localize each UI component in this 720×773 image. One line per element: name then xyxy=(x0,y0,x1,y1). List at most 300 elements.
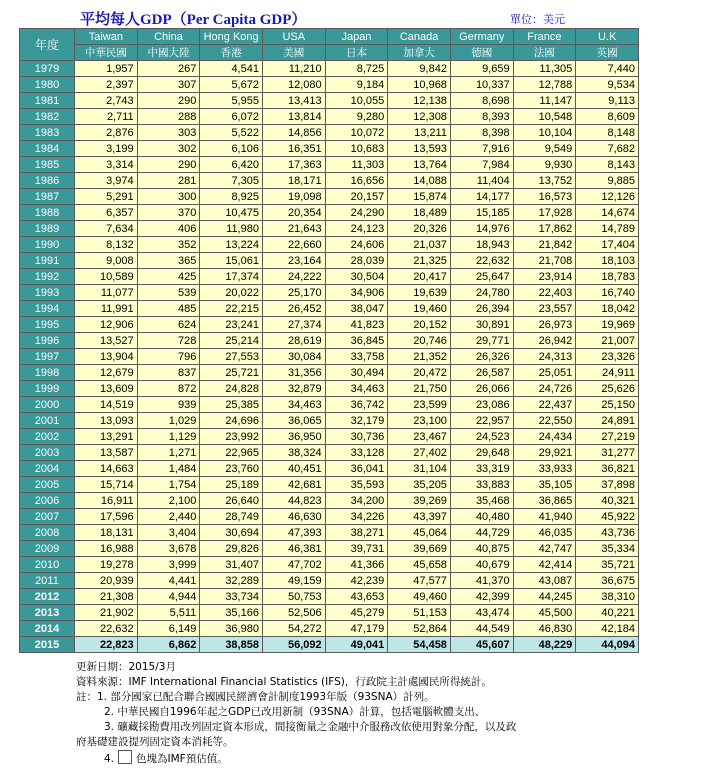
gdp-value-cell: 44,094 xyxy=(576,637,639,653)
gdp-value-cell: 23,086 xyxy=(450,397,513,413)
gdp-value-cell: 16,656 xyxy=(325,173,388,189)
gdp-value-cell: 302 xyxy=(137,141,200,157)
gdp-value-cell: 12,906 xyxy=(75,317,138,333)
gdp-value-cell: 14,088 xyxy=(388,173,451,189)
gdp-value-cell: 30,736 xyxy=(325,429,388,445)
gdp-value-cell: 365 xyxy=(137,253,200,269)
table-row xyxy=(20,509,639,525)
year-cell: 2011 xyxy=(20,573,75,589)
gdp-value-cell: 23,760 xyxy=(200,461,263,477)
gdp-value-cell: 45,922 xyxy=(576,509,639,525)
column-header-en: U.K xyxy=(576,29,639,45)
gdp-value-cell: 18,042 xyxy=(576,301,639,317)
gdp-value-cell: 38,858 xyxy=(200,637,263,653)
table-row xyxy=(20,205,639,221)
gdp-value-cell: 2,711 xyxy=(75,109,138,125)
gdp-value-cell: 35,205 xyxy=(388,477,451,493)
gdp-value-cell: 13,211 xyxy=(388,125,451,141)
gdp-value-cell: 13,752 xyxy=(513,173,576,189)
gdp-value-cell: 24,891 xyxy=(576,413,639,429)
gdp-value-cell: 40,451 xyxy=(262,461,325,477)
gdp-value-cell: 1,271 xyxy=(137,445,200,461)
gdp-value-cell: 34,463 xyxy=(262,397,325,413)
gdp-value-cell: 22,632 xyxy=(450,253,513,269)
table-row xyxy=(20,285,639,301)
gdp-value-cell: 34,200 xyxy=(325,493,388,509)
gdp-value-cell: 12,138 xyxy=(388,93,451,109)
table-row xyxy=(20,173,639,189)
year-cell: 1987 xyxy=(20,189,75,205)
table-row xyxy=(20,333,639,349)
gdp-value-cell: 21,842 xyxy=(513,237,576,253)
gdp-value-cell: 19,278 xyxy=(75,557,138,573)
gdp-value-cell: 31,104 xyxy=(388,461,451,477)
gdp-value-cell: 33,933 xyxy=(513,461,576,477)
gdp-value-cell: 24,780 xyxy=(450,285,513,301)
gdp-value-cell: 25,150 xyxy=(576,397,639,413)
gdp-value-cell: 44,245 xyxy=(513,589,576,605)
gdp-value-cell: 9,885 xyxy=(576,173,639,189)
year-cell: 1981 xyxy=(20,93,75,109)
gdp-value-cell: 9,842 xyxy=(388,61,451,77)
column-header-zh: 日本 xyxy=(325,45,388,61)
note-4 xyxy=(76,750,516,767)
gdp-value-cell: 6,149 xyxy=(137,621,200,637)
gdp-value-cell: 3,404 xyxy=(137,525,200,541)
gdp-value-cell: 16,988 xyxy=(75,541,138,557)
gdp-value-cell: 45,064 xyxy=(388,525,451,541)
gdp-value-cell: 14,856 xyxy=(262,125,325,141)
table-row xyxy=(20,301,639,317)
year-cell: 1982 xyxy=(20,109,75,125)
gdp-value-cell: 5,511 xyxy=(137,605,200,621)
gdp-value-cell: 19,969 xyxy=(576,317,639,333)
gdp-value-cell: 10,055 xyxy=(325,93,388,109)
gdp-value-cell: 22,437 xyxy=(513,397,576,413)
gdp-value-cell: 24,911 xyxy=(576,365,639,381)
gdp-value-cell: 26,066 xyxy=(450,381,513,397)
gdp-value-cell: 21,308 xyxy=(75,589,138,605)
table-row xyxy=(20,125,639,141)
gdp-value-cell: 26,452 xyxy=(262,301,325,317)
gdp-value-cell: 34,463 xyxy=(325,381,388,397)
gdp-value-cell: 7,634 xyxy=(75,221,138,237)
gdp-value-cell: 25,214 xyxy=(200,333,263,349)
gdp-value-cell: 8,725 xyxy=(325,61,388,77)
gdp-value-cell: 36,065 xyxy=(262,413,325,429)
gdp-value-cell: 50,753 xyxy=(262,589,325,605)
gdp-value-cell: 24,290 xyxy=(325,205,388,221)
gdp-value-cell: 7,440 xyxy=(576,61,639,77)
estimate-color-swatch xyxy=(118,750,132,764)
gdp-value-cell: 6,357 xyxy=(75,205,138,221)
gdp-value-cell: 18,131 xyxy=(75,525,138,541)
gdp-value-cell: 18,171 xyxy=(262,173,325,189)
gdp-value-cell: 11,210 xyxy=(262,61,325,77)
gdp-value-cell: 16,351 xyxy=(262,141,325,157)
gdp-value-cell: 28,039 xyxy=(325,253,388,269)
gdp-value-cell: 837 xyxy=(137,365,200,381)
gdp-value-cell: 36,041 xyxy=(325,461,388,477)
gdp-value-cell: 29,921 xyxy=(513,445,576,461)
gdp-value-cell: 20,746 xyxy=(388,333,451,349)
gdp-value-cell: 24,222 xyxy=(262,269,325,285)
gdp-value-cell: 41,366 xyxy=(325,557,388,573)
gdp-value-cell: 13,814 xyxy=(262,109,325,125)
gdp-value-cell: 21,325 xyxy=(388,253,451,269)
gdp-value-cell: 539 xyxy=(137,285,200,301)
gdp-value-cell: 19,639 xyxy=(388,285,451,301)
gdp-value-cell: 34,906 xyxy=(325,285,388,301)
year-cell: 1997 xyxy=(20,349,75,365)
year-cell: 1992 xyxy=(20,269,75,285)
gdp-value-cell: 26,394 xyxy=(450,301,513,317)
gdp-value-cell: 27,219 xyxy=(576,429,639,445)
gdp-value-cell: 34,226 xyxy=(325,509,388,525)
table-row xyxy=(20,381,639,397)
gdp-value-cell: 30,891 xyxy=(450,317,513,333)
gdp-value-cell: 8,609 xyxy=(576,109,639,125)
gdp-value-cell: 18,783 xyxy=(576,269,639,285)
gdp-value-cell: 40,875 xyxy=(450,541,513,557)
year-cell: 1993 xyxy=(20,285,75,301)
gdp-value-cell: 39,269 xyxy=(388,493,451,509)
gdp-value-cell: 45,500 xyxy=(513,605,576,621)
year-cell: 1985 xyxy=(20,157,75,173)
column-header-zh: 美國 xyxy=(262,45,325,61)
year-cell: 1979 xyxy=(20,61,75,77)
gdp-value-cell: 24,313 xyxy=(513,349,576,365)
gdp-value-cell: 11,147 xyxy=(513,93,576,109)
note-3a: 3. 礦藏採勘費用改列固定資本形成，間接衡量之金融中介服務改依使用對象分配，以及政 xyxy=(104,721,517,733)
gdp-value-cell: 8,132 xyxy=(75,237,138,253)
table-row xyxy=(20,621,639,637)
gdp-value-cell: 13,093 xyxy=(75,413,138,429)
gdp-value-cell: 3,974 xyxy=(75,173,138,189)
gdp-value-cell: 22,823 xyxy=(75,637,138,653)
note-4-number: 4. xyxy=(104,753,115,765)
gdp-value-cell: 49,041 xyxy=(325,637,388,653)
gdp-value-cell: 12,679 xyxy=(75,365,138,381)
gdp-value-cell: 24,123 xyxy=(325,221,388,237)
table-row xyxy=(20,317,639,333)
gdp-value-cell: 23,599 xyxy=(388,397,451,413)
gdp-value-cell: 27,553 xyxy=(200,349,263,365)
column-header-zh: 香港 xyxy=(200,45,263,61)
column-header-en: France xyxy=(513,29,576,45)
column-header-zh: 中國大陸 xyxy=(137,45,200,61)
year-cell: 2007 xyxy=(20,509,75,525)
year-cell: 2006 xyxy=(20,493,75,509)
gdp-value-cell: 14,663 xyxy=(75,461,138,477)
gdp-value-cell: 42,399 xyxy=(450,589,513,605)
gdp-value-cell: 42,414 xyxy=(513,557,576,573)
gdp-value-cell: 24,726 xyxy=(513,381,576,397)
gdp-value-cell: 18,943 xyxy=(450,237,513,253)
gdp-value-cell: 4,441 xyxy=(137,573,200,589)
gdp-value-cell: 9,659 xyxy=(450,61,513,77)
year-cell: 2004 xyxy=(20,461,75,477)
table-row xyxy=(20,477,639,493)
year-cell: 2014 xyxy=(20,621,75,637)
gdp-value-cell: 46,830 xyxy=(513,621,576,637)
gdp-value-cell: 19,098 xyxy=(262,189,325,205)
gdp-value-cell: 38,324 xyxy=(262,445,325,461)
gdp-value-cell: 4,541 xyxy=(200,61,263,77)
column-header-en: Canada xyxy=(388,29,451,45)
gdp-value-cell: 49,159 xyxy=(262,573,325,589)
gdp-value-cell: 35,468 xyxy=(450,493,513,509)
gdp-value-cell: 18,103 xyxy=(576,253,639,269)
gdp-value-cell: 32,289 xyxy=(200,573,263,589)
gdp-value-cell: 43,087 xyxy=(513,573,576,589)
table-row xyxy=(20,349,639,365)
gdp-value-cell: 31,356 xyxy=(262,365,325,381)
gdp-value-cell: 21,037 xyxy=(388,237,451,253)
gdp-value-cell: 9,930 xyxy=(513,157,576,173)
gdp-value-cell: 14,789 xyxy=(576,221,639,237)
gdp-value-cell: 1,029 xyxy=(137,413,200,429)
gdp-value-cell: 41,370 xyxy=(450,573,513,589)
gdp-value-cell: 22,660 xyxy=(262,237,325,253)
gdp-value-cell: 12,080 xyxy=(262,77,325,93)
gdp-value-cell: 27,402 xyxy=(388,445,451,461)
gdp-value-cell: 23,992 xyxy=(200,429,263,445)
gdp-value-cell: 300 xyxy=(137,189,200,205)
update-date: 更新日期：2015/3月 xyxy=(76,661,176,673)
gdp-value-cell: 25,051 xyxy=(513,365,576,381)
gdp-value-cell: 7,984 xyxy=(450,157,513,173)
year-cell: 1996 xyxy=(20,333,75,349)
gdp-value-cell: 35,334 xyxy=(576,541,639,557)
gdp-value-cell: 43,474 xyxy=(450,605,513,621)
gdp-value-cell: 44,729 xyxy=(450,525,513,541)
table-row xyxy=(20,269,639,285)
gdp-value-cell: 24,696 xyxy=(200,413,263,429)
gdp-value-cell: 10,589 xyxy=(75,269,138,285)
table-row xyxy=(20,461,639,477)
table-row xyxy=(20,109,639,125)
unit-label: 單位：美元 xyxy=(510,13,565,26)
gdp-value-cell: 35,166 xyxy=(200,605,263,621)
gdp-value-cell: 23,914 xyxy=(513,269,576,285)
gdp-value-cell: 290 xyxy=(137,93,200,109)
gdp-value-cell: 8,143 xyxy=(576,157,639,173)
gdp-value-cell: 3,678 xyxy=(137,541,200,557)
gdp-value-cell: 12,126 xyxy=(576,189,639,205)
year-cell: 2012 xyxy=(20,589,75,605)
gdp-value-cell: 26,973 xyxy=(513,317,576,333)
gdp-value-cell: 42,747 xyxy=(513,541,576,557)
gdp-value-cell: 13,291 xyxy=(75,429,138,445)
gdp-value-cell: 25,626 xyxy=(576,381,639,397)
table-row xyxy=(20,253,639,269)
gdp-value-cell: 1,129 xyxy=(137,429,200,445)
gdp-value-cell: 728 xyxy=(137,333,200,349)
gdp-value-cell: 38,271 xyxy=(325,525,388,541)
year-cell: 1995 xyxy=(20,317,75,333)
gdp-value-cell: 267 xyxy=(137,61,200,77)
year-cell: 2000 xyxy=(20,397,75,413)
gdp-value-cell: 2,397 xyxy=(75,77,138,93)
gdp-value-cell: 47,702 xyxy=(262,557,325,573)
gdp-value-cell: 10,072 xyxy=(325,125,388,141)
gdp-value-cell: 40,480 xyxy=(450,509,513,525)
table-row xyxy=(20,525,639,541)
column-header-en: Germany xyxy=(450,29,513,45)
year-cell: 1994 xyxy=(20,301,75,317)
gdp-value-cell: 20,354 xyxy=(262,205,325,221)
gdp-value-cell: 7,305 xyxy=(200,173,263,189)
year-cell: 2010 xyxy=(20,557,75,573)
gdp-value-cell: 485 xyxy=(137,301,200,317)
gdp-value-cell: 52,506 xyxy=(262,605,325,621)
gdp-value-cell: 17,862 xyxy=(513,221,576,237)
gdp-value-cell: 26,942 xyxy=(513,333,576,349)
column-header-zh: 加拿大 xyxy=(388,45,451,61)
gdp-value-cell: 24,828 xyxy=(200,381,263,397)
gdp-value-cell: 47,393 xyxy=(262,525,325,541)
gdp-value-cell: 25,721 xyxy=(200,365,263,381)
gdp-value-cell: 42,239 xyxy=(325,573,388,589)
gdp-value-cell: 23,467 xyxy=(388,429,451,445)
year-cell: 1998 xyxy=(20,365,75,381)
gdp-value-cell: 406 xyxy=(137,221,200,237)
gdp-value-cell: 10,104 xyxy=(513,125,576,141)
gdp-value-cell: 10,337 xyxy=(450,77,513,93)
table-row xyxy=(20,61,639,77)
gdp-value-cell: 2,876 xyxy=(75,125,138,141)
table-row xyxy=(20,541,639,557)
gdp-value-cell: 25,189 xyxy=(200,477,263,493)
gdp-value-cell: 17,596 xyxy=(75,509,138,525)
gdp-value-cell: 9,113 xyxy=(576,93,639,109)
gdp-value-cell: 20,417 xyxy=(388,269,451,285)
year-cell: 2013 xyxy=(20,605,75,621)
gdp-value-cell: 26,326 xyxy=(450,349,513,365)
column-header-en: Hong Kong xyxy=(200,29,263,45)
year-cell: 1989 xyxy=(20,221,75,237)
gdp-value-cell: 22,215 xyxy=(200,301,263,317)
gdp-value-cell: 21,352 xyxy=(388,349,451,365)
gdp-value-cell: 22,632 xyxy=(75,621,138,637)
gdp-value-cell: 25,647 xyxy=(450,269,513,285)
gdp-value-cell: 10,683 xyxy=(325,141,388,157)
gdp-value-cell: 15,714 xyxy=(75,477,138,493)
column-header-en: Taiwan xyxy=(75,29,138,45)
gdp-value-cell: 31,407 xyxy=(200,557,263,573)
gdp-value-cell: 14,519 xyxy=(75,397,138,413)
gdp-value-cell: 13,609 xyxy=(75,381,138,397)
year-cell: 2009 xyxy=(20,541,75,557)
gdp-value-cell: 39,669 xyxy=(388,541,451,557)
gdp-value-cell: 33,758 xyxy=(325,349,388,365)
gdp-value-cell: 22,965 xyxy=(200,445,263,461)
gdp-value-cell: 7,916 xyxy=(450,141,513,157)
gdp-value-cell: 43,736 xyxy=(576,525,639,541)
table-row xyxy=(20,637,639,653)
table-row xyxy=(20,429,639,445)
table-row xyxy=(20,589,639,605)
gdp-value-cell: 31,277 xyxy=(576,445,639,461)
gdp-value-cell: 11,980 xyxy=(200,221,263,237)
table-row xyxy=(20,77,639,93)
gdp-value-cell: 22,403 xyxy=(513,285,576,301)
gdp-value-cell: 4,944 xyxy=(137,589,200,605)
gdp-value-cell: 35,721 xyxy=(576,557,639,573)
footnotes xyxy=(76,660,516,767)
gdp-value-cell: 14,177 xyxy=(450,189,513,205)
gdp-value-cell: 939 xyxy=(137,397,200,413)
year-cell: 1980 xyxy=(20,77,75,93)
gdp-value-cell: 2,743 xyxy=(75,93,138,109)
table-row xyxy=(20,573,639,589)
gdp-value-cell: 30,694 xyxy=(200,525,263,541)
gdp-value-cell: 303 xyxy=(137,125,200,141)
gdp-value-cell: 6,862 xyxy=(137,637,200,653)
gdp-value-cell: 21,708 xyxy=(513,253,576,269)
gdp-value-cell: 21,750 xyxy=(388,381,451,397)
gdp-value-cell: 12,308 xyxy=(388,109,451,125)
gdp-value-cell: 8,148 xyxy=(576,125,639,141)
gdp-value-cell: 23,241 xyxy=(200,317,263,333)
gdp-value-cell: 30,504 xyxy=(325,269,388,285)
gdp-value-cell: 36,980 xyxy=(200,621,263,637)
gdp-value-cell: 14,976 xyxy=(450,221,513,237)
gdp-value-cell: 17,404 xyxy=(576,237,639,253)
gdp-value-cell: 44,823 xyxy=(262,493,325,509)
gdp-value-cell: 33,319 xyxy=(450,461,513,477)
page-title: 平均每人GDP（Per Capita GDP） xyxy=(80,12,307,28)
gdp-value-cell: 49,460 xyxy=(388,589,451,605)
gdp-value-cell: 24,434 xyxy=(513,429,576,445)
gdp-value-cell: 290 xyxy=(137,157,200,173)
gdp-value-cell: 10,475 xyxy=(200,205,263,221)
gdp-value-cell: 872 xyxy=(137,381,200,397)
gdp-value-cell: 35,105 xyxy=(513,477,576,493)
gdp-value-cell: 42,681 xyxy=(262,477,325,493)
gdp-value-cell: 29,648 xyxy=(450,445,513,461)
gdp-value-cell: 25,385 xyxy=(200,397,263,413)
gdp-value-cell: 13,764 xyxy=(388,157,451,173)
gdp-value-cell: 16,573 xyxy=(513,189,576,205)
gdp-value-cell: 6,106 xyxy=(200,141,263,157)
gdp-value-cell: 36,950 xyxy=(262,429,325,445)
gdp-value-cell: 26,587 xyxy=(450,365,513,381)
note-4-text: 色塊為IMF預估值。 xyxy=(136,753,228,765)
gdp-value-cell: 33,883 xyxy=(450,477,513,493)
gdp-value-cell: 28,619 xyxy=(262,333,325,349)
gdp-value-cell: 796 xyxy=(137,349,200,365)
gdp-value-cell: 9,008 xyxy=(75,253,138,269)
table-row xyxy=(20,157,639,173)
gdp-value-cell: 25,170 xyxy=(262,285,325,301)
gdp-value-cell: 41,823 xyxy=(325,317,388,333)
data-source: 資料來源：IMF International Financial Statistics (IFS)，行政院主計處國民所得統計。 xyxy=(76,676,492,688)
table-row xyxy=(20,221,639,237)
gdp-value-cell: 370 xyxy=(137,205,200,221)
gdp-value-cell: 47,179 xyxy=(325,621,388,637)
gdp-value-cell: 44,549 xyxy=(450,621,513,637)
year-cell: 1986 xyxy=(20,173,75,189)
note-2: 2. 中華民國自1996年起之GDP已改用新制（93SNA）計算，包括電腦軟體支出、 xyxy=(104,706,486,718)
table-row xyxy=(20,141,639,157)
gdp-value-cell: 1,484 xyxy=(137,461,200,477)
gdp-value-cell: 22,957 xyxy=(450,413,513,429)
gdp-value-cell: 5,522 xyxy=(200,125,263,141)
year-cell: 1991 xyxy=(20,253,75,269)
gdp-value-cell: 13,593 xyxy=(388,141,451,157)
